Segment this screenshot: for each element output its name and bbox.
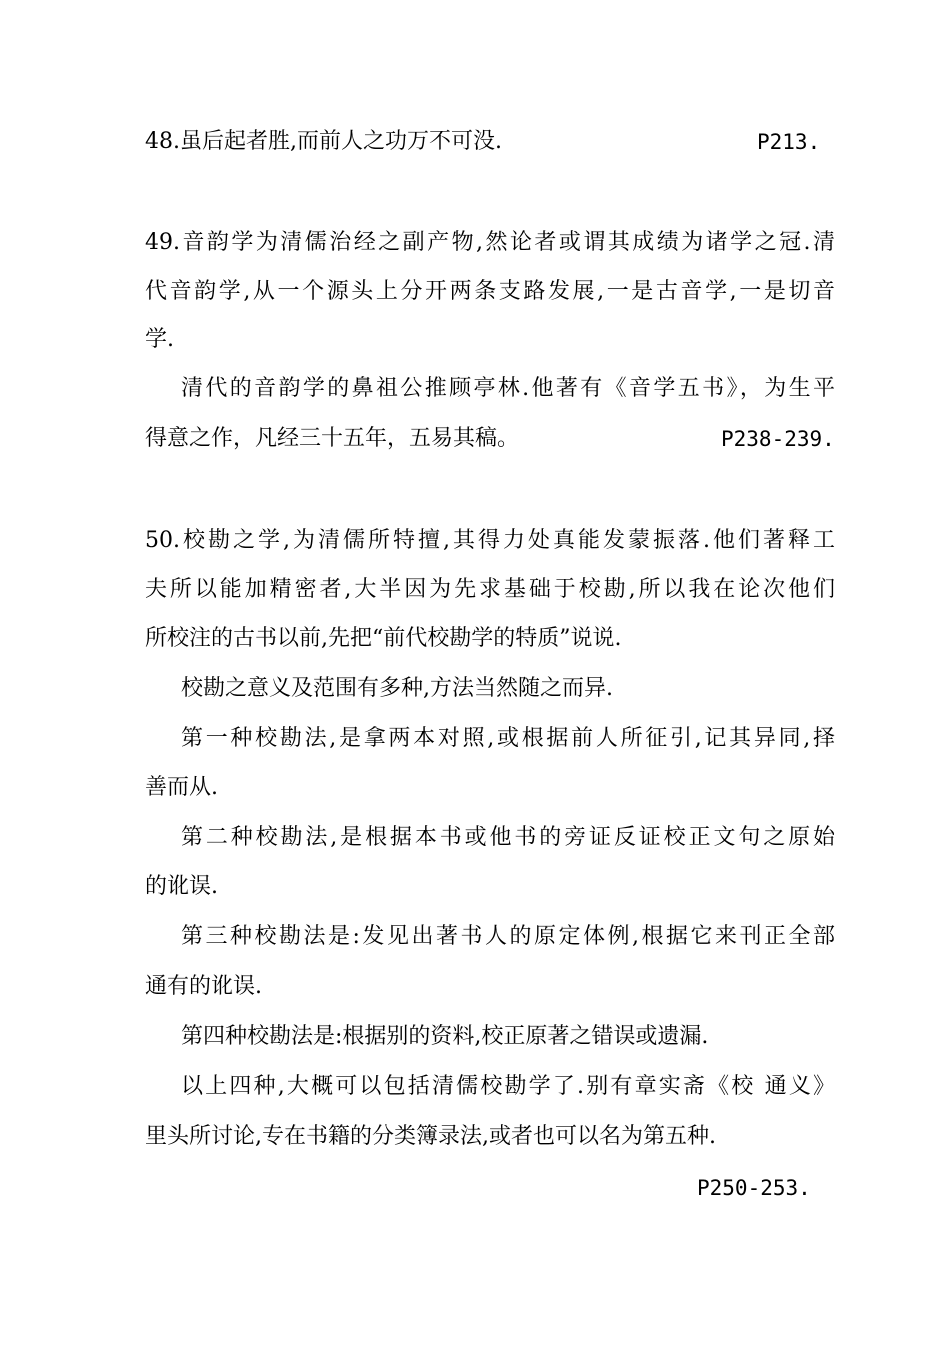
entry-49-line-3: 学. — [145, 327, 174, 352]
entry-50-line-1: 50.校勘之学,为清儒所特擅,其得力处真能发蒙振落.他们著释工 — [145, 528, 835, 553]
entry-48-line-1: 48.虽后起者胜,而前人之功万不可没. — [145, 129, 502, 154]
entry-50-para3-line-2: 善而从. — [145, 775, 218, 800]
entry-49-line-2: 代音韵学,从一个源头上分开两条支路发展,一是古音学,一是切音 — [145, 279, 835, 304]
entry-49-para2-line-1: 清代的音韵学的鼻祖公推顾亭林.他著有《音学五书》，为生平 — [181, 376, 835, 401]
entry-50-para6-line-1: 第四种校勘法是:根据别的资料,校正原著之错误或遗漏. — [181, 1024, 709, 1049]
entry-50-para4-line-1: 第二种校勘法,是根据本书或他书的旁证反证校正文句之原始 — [181, 825, 835, 850]
entry-50-para5-line-2: 通有的讹误. — [145, 974, 262, 999]
entry-49-para2-line-2: 得意之作，凡经三十五年，五易其稿。 — [145, 426, 520, 451]
entry-50-page-ref: P250-253. — [697, 1176, 811, 1200]
entry-49-page-ref: P238-239. — [721, 427, 835, 451]
entry-50-para7-line-2: 里头所讨论,专在书籍的分类簿录法,或者也可以名为第五种. — [145, 1124, 716, 1149]
entry-50-para2-line-1: 校勘之意义及范围有多种,方法当然随之而异. — [181, 676, 613, 701]
entry-50-para7-line-1: 以上四种,大概可以包括清儒校勘学了.别有章实斋《校 通义》 — [181, 1074, 835, 1099]
entry-50-line-2: 夫所以能加精密者,大半因为先求基础于校勘,所以我在论次他们 — [145, 577, 835, 602]
entry-50-para5-line-1: 第三种校勘法是:发见出著书人的原定体例,根据它来刊正全部 — [181, 924, 835, 949]
entry-50-para3-line-1: 第一种校勘法,是拿两本对照,或根据前人所征引,记其异同,择 — [181, 726, 835, 751]
entry-49-line-1: 49.音韵学为清儒治经之副产物,然论者或谓其成绩为诸学之冠.清 — [145, 230, 835, 255]
entry-50-para4-line-2: 的讹误. — [145, 874, 218, 899]
entry-50-line-3: 所校注的古书以前,先把“前代校勘学的特质”说说. — [145, 626, 622, 651]
entry-48-page-ref: P213. — [757, 130, 821, 154]
